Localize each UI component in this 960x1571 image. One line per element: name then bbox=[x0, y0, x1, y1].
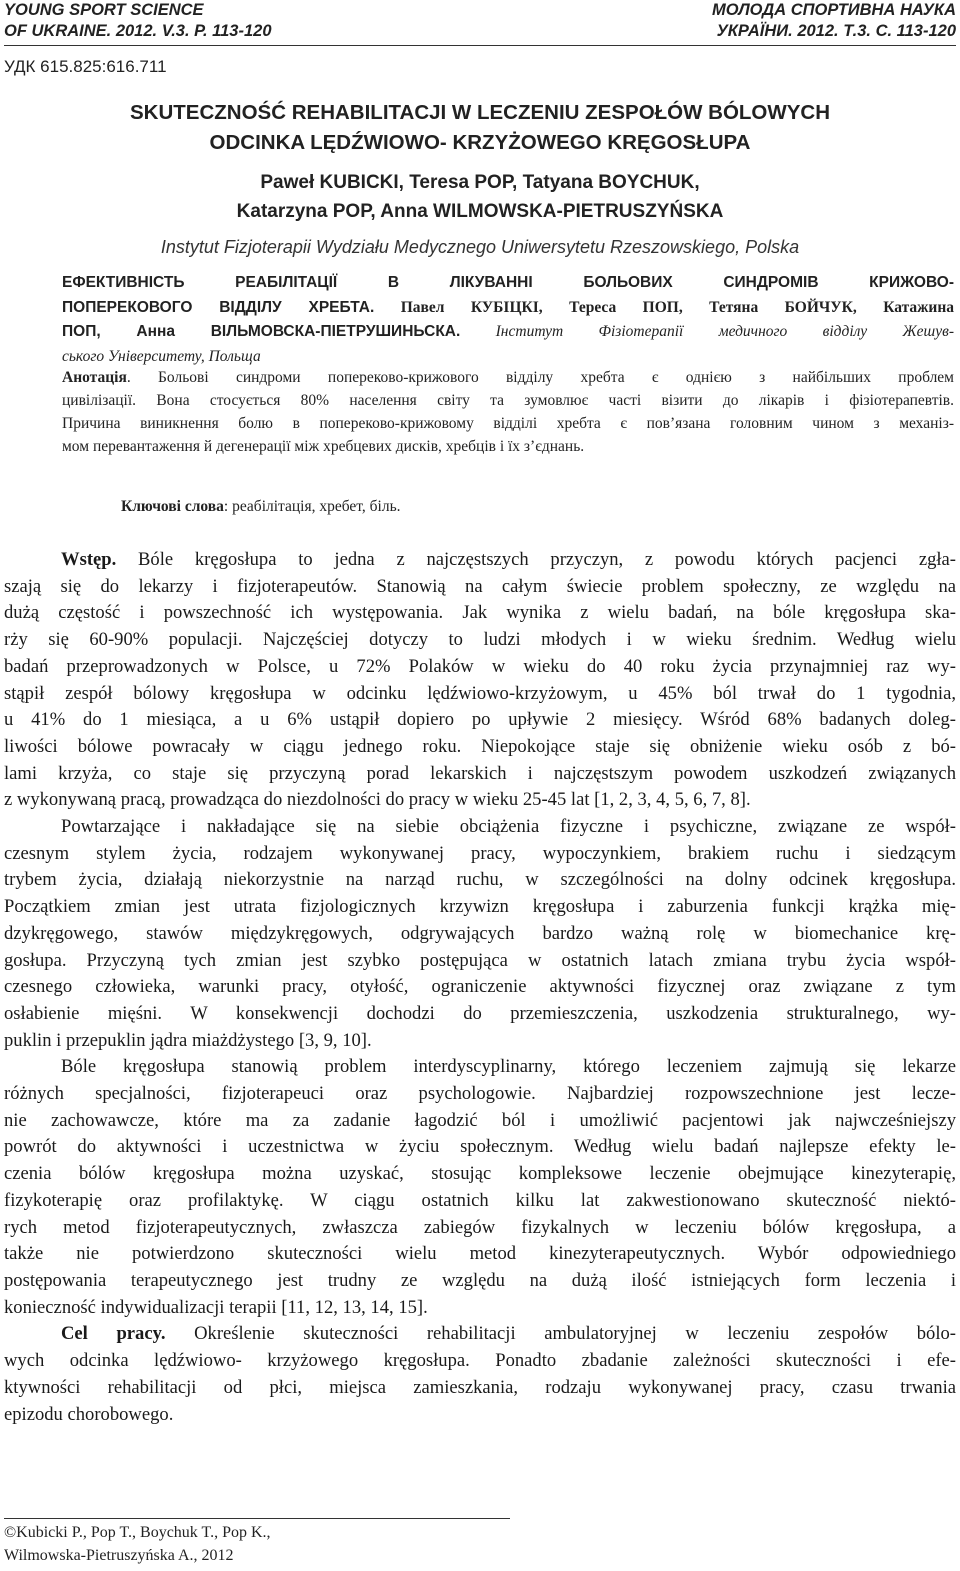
udk-code: УДК 615.825:616.711 bbox=[4, 57, 167, 76]
body-line: Cel pracy. Określenie skuteczności rehabilitacji ambulatoryjnej w leczeniu zespołów bólo- bbox=[61, 1323, 956, 1345]
paragraph-treatment bbox=[4, 1054, 956, 1321]
abstract-label: Анотація bbox=[62, 369, 127, 386]
journal-header-en bbox=[4, 0, 272, 42]
keywords bbox=[62, 495, 954, 518]
body-line: Początkiem zmian jest utrata fizjologicznych krzywizn kręgosłupa i zaburzenia funkcji krążka mię- bbox=[4, 896, 956, 918]
body-line: wych odcinka lędźwiowo- krzyżowego kręgosłupa. Ponadto zbadanie zależności skuteczności i efe- bbox=[4, 1350, 956, 1372]
author-list-line2: Katarzyna POP, Anna WILMOWSKA-PIETRUSZYŃSKA bbox=[236, 201, 724, 222]
abstract-line3: Причина виникнення болю в попереково-крижовому відділі хребта є пов’язана головним чином з механіз- bbox=[62, 415, 954, 432]
body-line: Bóle kręgosłupa stanowią problem interdyscyplinarny, którego leczeniem zajmują się lekarze bbox=[61, 1056, 956, 1078]
section-label-wstep: Wstęp. bbox=[61, 549, 117, 570]
ua-institute-start: Інститут Фізіотерапії медичного відділу Жешув- bbox=[460, 323, 954, 340]
body-line: różnych specjalności, fizjoterapeuci oraz psychologowie. Najbardziej rozpowszechnione jest lecze- bbox=[4, 1083, 956, 1105]
paragraph-introduction bbox=[4, 547, 956, 814]
author-list bbox=[0, 168, 960, 226]
ua-authors-start: Павел КУБІЦКІ, Тереса ПОП, Тетяна БОЙЧУК, Катажина bbox=[374, 298, 954, 316]
body-line: liwości bólowe powracały w ciągu jednego roku. Niepokojące staje się obniżenie wieku osób z bó- bbox=[4, 735, 956, 757]
article-body bbox=[4, 547, 956, 1428]
body-line: stąpił zespół bólowy kręgosłupa w odcinku lędźwiowo-krzyżowym, u 45% ból trwał do 1 tygodnia, bbox=[4, 682, 956, 704]
body-line: z wykonywaną pracą, prowadząca do niezdolności do pracy w wieku 25-45 lat [1, 2, 3, 4, 5, 6, 7, 8]. bbox=[4, 789, 751, 811]
abstract-line1: Анотація. Больові синдроми попереково-крижового відділу хребта є однією з найбільших проблем bbox=[62, 369, 954, 386]
body-line: u 41% do 1 miesiąca, a u 6% ustąpił dopiero po upływie 2 miesięcy. Wśród 68% badanych doleg- bbox=[4, 709, 956, 731]
abstract bbox=[62, 366, 954, 458]
journal-header-ua-line2: УКРАЇНИ. 2012. Т.3. С. 113-120 bbox=[716, 22, 956, 40]
keywords-label: Ключові слова bbox=[121, 498, 224, 515]
header-divider bbox=[4, 45, 956, 46]
journal-header-ua-line1: МОЛОДА СПОРТИВНА НАУКА bbox=[711, 1, 956, 19]
ua-title-end: ПОПЕРЕКОВОГО ВІДДІЛУ ХРЕБТА. bbox=[62, 298, 375, 316]
body-line: dzykręgowego, stawów międzykręgowych, odgrywających bardzo ważną rolę w biomechanice krę- bbox=[4, 922, 956, 944]
journal-header-ua bbox=[712, 0, 956, 42]
body-line: fizykoterapię oraz profilaktykę. W ciągu ostatnich kilku lat zakwestionowano skuteczność niektó- bbox=[4, 1189, 956, 1211]
copyright-line2: Wilmowska-Pietruszyńska A., 2012 bbox=[4, 1547, 234, 1564]
body-line: epizodu chorobowego. bbox=[4, 1403, 174, 1425]
body-line: rży się 60-90% populacji. Najczęściej dotyczy to ludzi młodych i w wieku średnim. Według wielu bbox=[4, 629, 956, 651]
ua-authors-end: ПОП, Анна ВІЛЬМОВСКА-ПІЕТРУШИНЬСКА. bbox=[62, 323, 461, 340]
journal-header-en-line1: YOUNG SPORT SCIENCE bbox=[4, 1, 204, 19]
body-line: szają się do lekarzy i fizjoterapeutów. Stanowią na całym świecie problem społeczny, ze względu na bbox=[4, 575, 956, 597]
body-line: czesnego człowieka, warunki pracy, otyłość, ograniczenie aktywności fizycznej oraz związane z tym bbox=[4, 976, 956, 998]
ukrainian-title-block bbox=[62, 271, 954, 369]
body-line: rych metod fizjoterapeutycznych, zwłaszcza zabiegów fizykalnych w leczeniu bólów kręgosłupa, a bbox=[4, 1216, 956, 1238]
body-line: konieczność indywidualizacji terapii [11, 12, 13, 14, 15]. bbox=[4, 1296, 428, 1318]
ua-title-line2 bbox=[62, 296, 954, 321]
body-line: Powtarzające i nakładające się na siebie obciążenia fizyczne i psychiczne, związane ze współ- bbox=[61, 816, 956, 838]
body-line: gosłupa. Przyczyną tych zmian jest szybko postępująca w ostatnich latach zmiana trybu życia współ- bbox=[4, 949, 956, 971]
body-line: czenia bólów kręgosłupa można uzyskać, stosując kompleksowe leczenie obejmujące kinezyterapię, bbox=[4, 1163, 956, 1185]
abstract-line2: цивілізації. Вона стосується 80% населення світу та зумовлює часті візити до лікарів і фізіотерапевтів. bbox=[62, 392, 954, 409]
body-line: ktywności rehabilitacji od płci, miejsca zamieszkania, rodzaju wykonywanej pracy, czasu trwania bbox=[4, 1376, 956, 1398]
body-line: dużą częstość i powszechność ich występowania. Jak wynika z wielu badań, na bóle kręgosłupa ska- bbox=[4, 602, 956, 624]
ua-title-line3 bbox=[62, 320, 954, 345]
article-title bbox=[0, 98, 960, 158]
journal-header-en-line2: OF UKRAINE. 2012. V.3. P. 113-120 bbox=[4, 22, 272, 40]
body-line: postępowania terapeutycznego jest trudny ze względu na dużą ilość istniejących form leczenia i bbox=[4, 1269, 956, 1291]
body-line: nie zachowawcze, które ma za zadanie łagodzić ból i umożliwić pacjentowi jak najwcześniejszy bbox=[4, 1109, 956, 1131]
ua-institute-end: ського Університету, Польща bbox=[62, 347, 261, 365]
paragraph-causes bbox=[4, 814, 956, 1054]
article-title-line2: ODCINKA LĘDŹWIOWO- KRZYŻOWEGO KRĘGOSŁUPA bbox=[209, 131, 751, 154]
copyright-footnote bbox=[4, 1521, 271, 1567]
abstract-line4: мом перевантаження й дегенерації між хребцевих дисків, хребців і їх з’єднань. bbox=[62, 438, 585, 455]
body-line: także nie potwierdzono skuteczności wielu metod kinezyterapeutycznych. Wybór odpowiedniego bbox=[4, 1243, 956, 1265]
body-line: osłabienie mięśni. W konsekwencji dochodzi do przemieszczenia, uszkodzenia strukturalnego, wy- bbox=[4, 1002, 956, 1024]
body-line: puklin i przepuklin jądra miażdżystego [3, 9, 10]. bbox=[4, 1029, 372, 1051]
body-line: powrót do aktywności i uczestnictwa w życiu społecznym. Według wielu badań najlepsze efekty le- bbox=[4, 1136, 956, 1158]
body-line: lami krzyża, co staje się przyczyną porad lekarskich i najczęstszym powodem uszkodzeń związanych bbox=[4, 762, 956, 784]
author-list-line1: Paweł KUBICKI, Teresa POP, Tatyana BOYCHUK, bbox=[260, 172, 700, 193]
footnote-divider bbox=[4, 1518, 510, 1519]
keywords-line: Ключові слова: реабілітація, хребет, біль. bbox=[121, 498, 401, 515]
body-line: trybem życia, działają niekorzystnie na narząd ruchu, w szczególności na dolny odcinek kręgosłupa. bbox=[4, 869, 956, 891]
affiliation: Instytut Fizjoterapii Wydziału Medycznego Uniwersytetu Rzeszowskiego, Polska bbox=[160, 237, 800, 257]
body-line: Wstęp. Bóle kręgosłupa to jedna z najczęstszych przyczyn, z powodu których pacjenci zgła- bbox=[61, 549, 956, 570]
copyright-line1: ©Kubicki P., Pop T., Boychuk T., Pop K., bbox=[4, 1524, 271, 1541]
paragraph-aim bbox=[4, 1321, 956, 1428]
ua-title-line1: ЕФЕКТИВНІСТЬ РЕАБІЛІТАЦІЇ В ЛІКУВАННІ БОЛЬОВИХ СИНДРОМІВ КРИЖОВО- bbox=[62, 274, 954, 291]
section-label-cel-pracy: Cel pracy. bbox=[61, 1323, 166, 1345]
article-title-line1: SKUTECZNOŚĆ REHABILITACJI W LECZENIU ZESPOŁÓW BÓLOWYCH bbox=[129, 101, 831, 124]
body-line: czesnym stylem życia, rodzajem wykonywanej pracy, wypoczynkiem, brakiem ruchu i siedzącym bbox=[4, 842, 956, 864]
body-line: badań przeprowadzonych w Polsce, u 72% Polaków w wieku do 40 roku życia przynajmniej raz wy- bbox=[4, 655, 956, 677]
